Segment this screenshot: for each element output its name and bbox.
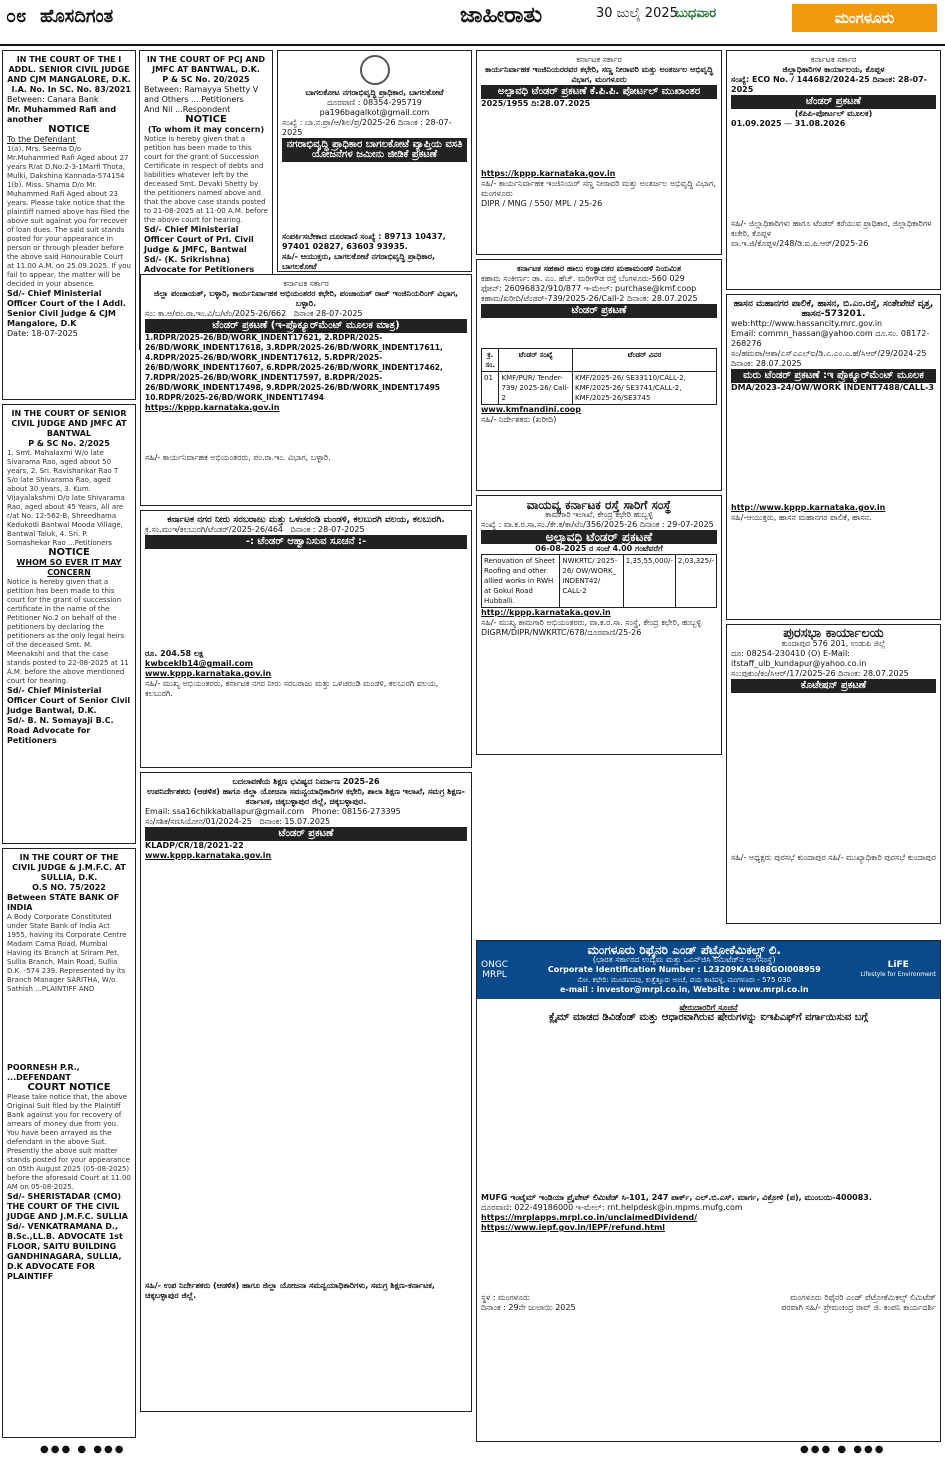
print-registration-marks: ●●● ● ●●● (40, 1444, 126, 1455)
gov-label: ಕರ್ನಾಟಕ ಸರ್ಕಾರ (810, 55, 857, 64)
kundapur-purasabha-notice (726, 624, 941, 924)
ad-heading: -: ಟೆಂಡರ್ ಆಹ್ವಾನಿಸುವ ಸೂಚನೆ :- (145, 535, 467, 549)
ad-signature: ಸಹಿ/- ಅಧ್ಯಕ್ಷರು ಪುರಸಭೆ ಕುಂದಾಪುರ (731, 853, 826, 862)
notice-title: NOTICE (185, 114, 227, 125)
ref-number: ಸಂಖ್ಯೆ: ECO No. / 144682/2024-25 ದಿನಾಂಕ: 28-07-2025 (731, 75, 927, 94)
ad-heading: ಅಲ್ಪಾವಧಿ ಟೆಂಡರ್ ಪ್ರಕಟಣೆ (481, 530, 717, 544)
contact-email: e-mail : investor@mrpl.co.in, Website : www.mrpl.co.in (559, 985, 809, 994)
ad-signature: ಸಹಿ/- ಮುಖ್ಯ ಕಾಮಗಾರಿ ಅಭಿಯಂತರರು, ವಾ.ಕ.ರ.ಸಾ. ಸಂಸ್ಥೆ, ಕೇಂದ್ರ ಕಛೇರಿ, ಹುಬ್ಬಳ್ಳಿ (481, 618, 702, 627)
portal-link[interactable]: www.kppp.karnataka.gov.in (145, 851, 272, 860)
edition-city: ಮಂಗಳೂರು (792, 4, 937, 32)
mrpl-logo-icon: MRPL (482, 970, 507, 980)
ad-email: pa196bagalkot@gmail.com (319, 108, 430, 117)
table-cell: 1,35,55,000/- (623, 555, 675, 608)
column-3-top (277, 50, 472, 276)
ad-title: ಉಪನಿರ್ದೇಶಕರು (ಆಡಳಿತ) ಹಾಗೂ ಜಿಲ್ಲಾ ಯೋಜನಾ ಸಮನ್ವಯಾಧಿಕಾರಿಗಳ ಕಛೇರಿ, ಶಾಲಾ ಶಿಕ್ಷಣ ಇಲಾಖೆ, ಸಮಗ್ರ ಶಿಕ್ಷಣ-ಕರ್ನಾಟಕ, ಚಿಕ್ಕಬಳ್ಳಾಪುರ ಜಿಲ್ಲೆ, ಚಿಕ್ಕಬಳ್ಳಾಪುರ. (147, 787, 465, 806)
court-notice-bantwal (2, 404, 136, 844)
advocate-signature: Sd/- B. N. Somayaji B.C. Road Advocate for Petitioners (7, 716, 114, 745)
notice-signature: Sd/- Chief Ministerial Officer Court of Senior Civil Judge Bantwal, D.K. (7, 686, 131, 715)
unclaimed-dividend-link[interactable]: https://mrplapps.mrpl.co.in/unclaimedDividend/ (481, 1213, 698, 1222)
ad-heading: ಟೆಂಡರ್ ಪ್ರಕಟಣೆ (731, 95, 936, 109)
ad-heading: ಮರು ಟೆಂಡರ್ ಪ್ರಕಟಣೆ :ಇ ಪ್ರೊಕ್ಯೂರ್‌ಮೆಂಟ್ ಮೂಲಕ (731, 369, 936, 383)
notice-date: Date: 18-07-2025 (7, 329, 78, 338)
table-cell: KMF/PUR/ Tender-739/ 2025-26/ Call-2 (499, 372, 573, 405)
respondent: And Nil ...Respondent (144, 105, 231, 114)
ad-title: ಬಾಗಲಕೋಟ ನಗರಾಭಿವೃದ್ಧಿ ಪ್ರಾಧಿಕಾರ, ಬಾಗಲಕೋಟೆ (305, 88, 444, 97)
court-name: IN THE COURT OF THE CIVIL JUDGE & J.M.F.C. AT SULLIA, D.K. (12, 853, 126, 882)
cin-number: Corporate Identification Number : L23209KA1988GOI008959 (547, 965, 821, 974)
defendant: POORNESH P.R., ...DEFENDANT (7, 1063, 80, 1082)
notice-signature: Sd/- Chief Ministerial Officer Court of the I Addl. Senior Civil Judge & CJM Mangalore, D.K (7, 289, 126, 328)
ad-subtitle: (ಭಾರತ ಸರ್ಕಾರದ ಉದ್ಯಮ ಮತ್ತು ಒಎನ್‌ಜಿಸಿ ಲಿಮಿಟೆಡ್‌ನ ಅಂಗಸಂಸ್ಥೆ) (592, 955, 776, 964)
portal-link[interactable]: www.kmfnandini.coop (481, 405, 582, 414)
page-header (0, 0, 945, 46)
ad-signature: ಸಹಿ/- ಮುಖ್ಯಾಧಿಕಾರಿ ಪುರಸಭೆ ಕುಂದಾಪುರ (828, 853, 936, 862)
ad-title: ಕರ್ನಾಟಕ ಸಹಕಾರ ಹಾಲು ಉತ್ಪಾದಕರ ಮಹಾಮಂಡಳಿ ನಿಯಮಿತ (517, 264, 681, 273)
table-row (482, 372, 717, 405)
ad-subtitle: ಕಾಮಗಾರಿ ಇಲಾಖೆ, ಕೇಂದ್ರ ಕಛೇರಿ ಹುಬ್ಬಳ್ಳಿ (545, 510, 653, 519)
notice-to: WHOM SO EVER IT MAY CONCERN (16, 558, 122, 577)
mrpl-header (477, 941, 940, 999)
ref-number: ಕ್ರ.ಸಂ.ಮುಇ/ಕಲಬುರಗಿ/ಟೆಂಡರ್/2025-26/464 (145, 525, 284, 534)
ad-signature: ಸಹಿ/- ಜಿಲ್ಲಾಧಿಕಾರಿಗಳು ಹಾಗೂ ಟೆಂಡರ್ ಕರೆಯುವ ಪ್ರಾಧಿಕಾರ, ಜಿಲ್ಲಾಧಿಕಾರಿಗಳ ಕಚೇರಿ, ಕೊಪ್ಪಳ (731, 219, 932, 238)
case-number: P & SC No. 2/2025 (28, 439, 110, 448)
ad-phone: ದೂರವಾಣಿ : 08354-295719 (327, 98, 422, 107)
ad-signature: ಮಂಗಳೂರು ರಿಫೈನರಿ ಎಂಡ್ ಪೆಟ್ರೋಕೆಮಿಕಲ್ಸ್ ಲಿಮಿಟೆಡ್ ಪರವಾಗಿ ಸಹಿ/- ಪ್ರೇಮಚಂದ್ರ ರಾವ್ ಜಿ. ಕಂಪನಿ ಕಾರ್ಯದರ್ಶಿ (781, 1293, 936, 1312)
defendant: Mr. Muhammed Rafi and another (7, 105, 117, 124)
ref-date: ದಿನಾಂಕ: 28.07.2025 (626, 294, 698, 303)
ad-heading: ಟೆಂಡರ್ ಪ್ರಕಟಣೆ (ಇ-ಪ್ರೊಕ್ಯೂರ್‌ಮೆಂಟ್ ಮೂಲಕ ಮಾತ್ರ) (145, 319, 467, 333)
ref-number: ಸಂ: ಕಾ.ಅ/ಪಂ.ರಾ.ಇಂ.ವಿ/ಬ/ಟೆಂ/2025-26/662 (145, 309, 287, 318)
dipr-code: DIGRM/DIPR/NWKRTC/678/ದೂರವಾಣಿ/25-26 (481, 628, 642, 637)
ad-heading: ಟೆಂಡರ್ ಪ್ರಕಟಣೆ (481, 304, 717, 318)
tender-table (481, 348, 717, 405)
nwkrtc-tender (476, 495, 722, 755)
table-cell: Renovation of Sheet Roofing and other allied works in RWH at Gokul Road Hubballi. (482, 555, 560, 608)
ad-signature: ಸಹಿ/-ಆಯುಕ್ತರು, ಹಾಸನ ಮಹಾನಗರ ಪಾಲಿಕೆ, ಹಾಸನ. (731, 513, 872, 522)
ref-number: ಸಂ/ಹಮಪಾ/ಆಶಾ/ಎಸ್ಎಎಲ್ಐ/ಡಿ.ಎ.ಎಂ.ಎ.ಹೆ/ಸಿಆರ್/29/2024-25 (731, 349, 927, 358)
ref-number: ಸಂಖ್ಯೆ : ವಾ.ಕ.ರ.ಸಾ.ಸಂ./ಕೇ.ಕ/ಕಾ/ಟೆಂ/356/2025-26 (481, 520, 638, 529)
section-title: ಜಾಹೀರಾತು (460, 3, 543, 28)
kmf-tender (476, 259, 722, 491)
ad-heading: ಟೆಂಡರ್ ಪ್ರಕಟಣೆ (145, 827, 467, 841)
ballari-zp-tender (140, 274, 472, 506)
column-5 (726, 50, 941, 928)
court-name: IN THE COURT OF THE I ADDL. SENIOR CIVIL JUDGE AND CJM MANGALORE, D.K. (7, 55, 131, 84)
rta-address: MUFG ಇಂಟೈಮ್ ಇಂಡಿಯಾ ಪ್ರೈವೇಟ್ ಲಿಮಿಟೆಡ್ ಸಿ-101, 247 ಪಾರ್ಕ್, ಎಲ್.ಬಿ.ಎಸ್. ಮಾರ್ಗ, ವಿಕ್ರೋಳಿ (ಪ), ಮುಂಬಯಿ-400083. (481, 1193, 872, 1202)
court-name: IN THE COURT OF SENIOR CIVIL JUDGE AND JMFC AT BANTWAL (11, 409, 127, 438)
ad-address: ಕಹಾಮ ಸಂಕೀರ್ಣ: ಡಾ. ಎಂ. ಹೆಚ್. ಮರೀಗೌಡ ರಸ್ತೆ ಬೆಂಗಳೂರು-560 029 (481, 274, 685, 283)
page-number: ೦೮ (6, 6, 27, 27)
deadline: 06-08-2025 ರ ಸಂಜೆ 4.00 ಗಂಟೆವರೆಗೆ (535, 544, 663, 553)
contact-numbers: ಸಂಪರ್ಕಿಸಬೇಕಾದ ದೂರವಾಣಿ ಸಂಖ್ಯೆ : 89713 10437, 97401 02827, 63603 93935. (282, 232, 446, 251)
notice-title: ಷೇರುದಾರರಿಗೆ ಸೂಚನೆ (679, 1003, 738, 1012)
ad-signature: ಸಹಿ/- ಆಯುಕ್ತರು, ಬಾಗಲಕೋಟೆ ನಗರಾಭಿವೃದ್ಧಿ ಪ್ರಾಧಿಕಾರ, ಬಾಗಲಕೋಟೆ (282, 252, 436, 271)
ref-date: ದಿನಾಂಕ : 28-07-2025 (290, 525, 365, 534)
ref-date: ದಿನಾಂಕ : 29-07-2025 (639, 520, 714, 529)
ad-signature: ಸಹಿ/- ಕಾರ್ಯನಿರ್ವಾಹಕ ಅಭಿಯಂತರರು, ಪಂ.ರಾ.ಇಂ. ವಿಭಾಗ, ಬಳ್ಳಾರಿ. (145, 453, 331, 462)
ad-heading: ಅಲ್ಪಾವಧಿ ಟೆಂಡರ್ ಪ್ರಕಟಣೆ ಕೆ.ಪಿ.ಪಿ. ಪೋರ್ಟಲ್ ಮುಖಾಂತರ (481, 85, 717, 99)
plaintiff: Between STATE BANK OF INDIA (7, 893, 120, 912)
portal-link[interactable]: http://kppp.karnataka.gov.in (481, 608, 611, 617)
hassan-mc-tender (726, 294, 941, 620)
bagalkot-uda-notice (277, 50, 472, 272)
end-date: 31.08.2026 (794, 119, 846, 128)
ref-number: ಸಂ:ಪುಕುಂ/ಕಂ/ಸಿಆರ್/17/2025-26 (731, 669, 836, 678)
ref-date: ದಿನಾಂಕ 28-07-2025 (293, 309, 363, 318)
indent-number: DMA/2023-24/OW/WORK INDENT7488/CALL-3 (731, 383, 934, 392)
koppal-dc-tender: ಕರ್ನಾಟಕ ಸರ್ಕಾರ ಜಿಲ್ಲಾಧಿಕಾರಿಗಳ ಕಾರ್ಯಾಲಯ, ಕೊಪ್ಪಳ ಸಂಖ್ಯೆ: ECO No. / 144682/2024-25 ದಿನಾಂಕ: 28-07-2025 ಟೆಂಡರ್ ಪ್ರಕಟಣೆ (ಕೆಪಿಪಿ-ಪೋರ್ಟಲ್ ಮೂಲಕ) 01.09.2025 — 31.08.2026 ಸಹಿ/- ಜಿಲ್ಲಾಧಿಕಾರಿಗಳು ಹಾಗೂ ಟೆಂಡರ್ ಕರೆಯುವ ಪ್ರಾಧಿಕಾರ, ಜಿಲ್ಲಾಧಿಕಾರಿಗಳ ಕಚೇರಿ, ಕೊಪ್ಪಳ ವಾ.ಇ.ಜಿ/ಕೊಪ್ಪಳ/248/ಡಿ.ಐ.ಪಿ.ಆರ್/2025-26 (726, 50, 941, 290)
mrpl-notice (476, 940, 941, 1442)
ref-code: KLADP/CR/18/2021-22 (145, 841, 244, 850)
contact-phone: ದೂ.ಸಂ. 08172-268276 (731, 329, 930, 348)
minor-irrigation-tender (476, 50, 722, 255)
advocate-signature: Sd/- VENKATRAMANA D., B.Sc.,LL.B. ADVOCATE 1st FLOOR, SAITU BUILDING GANDHINAGARA, SULLIA, D.K ADVOCATE FOR PLAINTIFF (7, 1222, 123, 1281)
notice-body: Notice is hereby given that a petition has been made to this court for the grant of Succession Certificate in respect of debts and liabilities whatever left by the deceased Smt. Devaki Shetty by the petitioners named above and that the above case stands posted to 21-08-2025 at 11-00 A.M. before the above court for hearing. (144, 135, 268, 224)
ad-title: ವಾಯವ್ಯ ಕರ್ನಾಟಕ ರಸ್ತೆ ಸಾರಿಗೆ ಸಂಸ್ಥೆ (526, 498, 672, 512)
ref-date: ದಿನಾಂಕ: 28.07.2025 (731, 359, 802, 368)
ad-title: ಪುರಸಭಾ ಕಾರ್ಯಾಲಯ (783, 626, 884, 641)
table-cell: 01 (482, 372, 499, 405)
table-header: ಟೆಂಡರ್ ವಿವರ (573, 349, 717, 372)
ad-heading: ಕೊಟೇಷನ್ ಪ್ರಕಟಣೆ (731, 679, 936, 693)
court-name: IN THE COURT OF PCJ AND JMFC AT BANTWAL, D.K. (146, 55, 266, 74)
notice-title: COURT NOTICE (27, 1082, 111, 1093)
tender-table (481, 554, 717, 608)
ad-tagline: ಬದಲಾವಣೆಯ ಶಿಕ್ಷಣ ಭವಿಷ್ಯದ ನಿರ್ಮಾಣ 2025-26 (232, 777, 380, 786)
column-3-main (140, 270, 472, 1416)
ad-signature: ಸಹಿ/- ಮುಖ್ಯ ಅಭಿಯಂತರರು, ಕರ್ನಾಟಕ ನಗರ ನೀರು ಸರಬರಾಜು ಮತ್ತು ಒಳಚರಂಡಿ ಮಂಡಳಿ, ಕಲಬುರಗಿ ವಲಯ, ಕಲಬುರಗಿ. (145, 679, 439, 698)
ad-subtitle: ಕುಂದಾಪುರ 576 201, ಉಡುಪಿ ಜಿಲ್ಲೆ (781, 639, 886, 648)
petitioners: 1. Smt. Mahalaxmi W/o late Sivarama Rao, aged about 50 years, 2. Sri. Ravishankar Rao T S/o late Shivarama Rao, aged about 30 years, 3. Kum. Vijayalakshmi D/o late Shivarama Rao, aged about 45 Years, All are r/at No. 12-562-B, Shreedhama Kedukodi Bantwal Mooda Village, Bantwal Taluk, 4. Sri. P. Somashekar Rao ...Petitioners (7, 449, 125, 547)
print-registration-marks: ●●● ● ●●● (800, 1444, 886, 1455)
issue-date: 30 ಜುಲೈ 2025 (596, 6, 678, 21)
table-cell: 2,03,325/- (675, 555, 716, 608)
notice-signature: Sd/- Chief Ministerial Officer Court of Prl. Civil Judge & JMFC, Bantwal (144, 225, 254, 254)
table-cell: NWKRTC/ 2025-26/ OW/WORK_ INDENT42/ CALL-2 (560, 555, 623, 608)
contact-email: Email: commn_hassan@yahoo.com (731, 329, 873, 338)
notice-signature: Sd/- SHERISTADAR (CMO) THE COURT OF THE CIVIL JUDGE AND J.M.F.C. SULLIA (7, 1192, 128, 1221)
ad-address: ನೋ. ಕಛೇರಿ: ಮೂಡಪದವು, ಕುತ್ತೆತ್ತೂರು ಅಂಚೆ, ವಯ ಕಾಟಿಪಳ್ಳ, ಮಂಗಳೂರು - 575 030 (577, 976, 791, 984)
ad-heading: ನಗರಾಭಿವೃದ್ಧಿ ಪ್ರಾಧಿಕಾರ ಬಾಗಲಕೋಟೆ ವ್ಯಾಪ್ತಿಯ ವಸತಿ ಯೋಜನೆಗಳ ಜಮೀನು ಜೀಡಿಕೆ ಪ್ರಕಟಣೆ (282, 138, 467, 162)
contact-phone: Phone: 08156-273395 (311, 807, 401, 816)
notice-date: ದಿನಾಂಕ : 29ನೇ ಜುಲಾಯಿ 2025 (481, 1303, 576, 1312)
gov-label: ಕರ್ನಾಟಕ ಸರ್ಕಾರ (283, 279, 329, 288)
start-date: 01.09.2025 (731, 119, 782, 128)
ad-title: ಜಿಲ್ಲಾ ಪಂಚಾಯತ್, ಬಳ್ಳಾರಿ, ಕಾರ್ಯನಿರ್ವಾಹಕ ಅಭಿಯಂತರರ ಕಛೇರಿ, ಪಂಚಾಯತ್ ರಾಜ್ ಇಂಜಿನಿಯರಿಂಗ್ ವಿಭಾಗ, ಬಳ್ಳಾರಿ. (153, 289, 459, 308)
ad-title: ಹಾಸನ ಮಹಾನಗರ ಪಾಲಿಕೆ, ಹಾಸನ, ಬಿ.ಎಂ.ರಸ್ತೆ, ಸಂತೇಪೇಟೆ ವೃತ್ತ, ಹಾಸನ-573201. (733, 299, 934, 319)
samagra-shikshana-tender (140, 772, 472, 1412)
court-notice-sullia: IN THE COURT OF THE CIVIL JUDGE & J.M.F.C. AT SULLIA, D.K. O.S NO. 75/2022 Between STATE BANK OF INDIA A Body Corporate Constituted under State Bank of India Act 1955, having its Corporate Centre Madam Cama Road, Mumbai Having its Branch at Sriram Pet, Sullia Branch, Main Road, Sullia D.K. -574 239. Represented by its Branch Manager SARITHA, W/o. Sathish ...PLAINTIFF AND POORNESH P.R., ...DEFENDANT COURT NOTICE Please take notice that, the above Original Suit filed by the Plaintiff Bank against you for recovery of arrears of money due from you. You have been arrayed as the defendant in the above Suit. Presently the above suit matter stands posted for your appearance on 05th August 2025 (05-08-2025) before the aforesaid Court at 11.00 AM on 05-08-2025. Sd/- SHERISTADAR (CMO) THE COURT OF THE CIVIL JUDGE AND J.M.F.C. SULLIA Sd/- VENKATRAMANA D., B.Sc.,LL.B. ADVOCATE 1st FLOOR, SAITU BUILDING GANDHINAGARA, SULLIA, D.K ADVOCATE FOR PLAINTIFF (2, 848, 136, 1438)
portal-link[interactable]: http://www.kppp.karnataka.gov.in (731, 503, 886, 512)
table-row (482, 555, 717, 608)
case-number: P & SC No. 20/2025 (162, 75, 250, 84)
ad-title: ಕರ್ನಾಟಕ ನಗರ ನೀರು ಸರಬರಾಜು ಮತ್ತು ಒಳಚರಂಡಿ ಮಂಡಳಿ, ಕಲಬುರಗಿ ವಲಯ, ಕಲಬುರಗಿ. (167, 515, 445, 525)
table-cell: KMF/2025-26/ SE33110/CALL-2, KMF/2025-26/ SE3741/CALL-2, KMF/2025-26/SE3745 (573, 372, 717, 405)
rta-contact: ದೂರವಾಣಿ: 022-49186000 ಇ-ಮೇಲ್: rnt.helpdesk@in.mpms.mufg.com (481, 1203, 743, 1212)
ad-subheading: (ಕೆಪಿಪಿ-ಪೋರ್ಟಲ್ ಮೂಲಕ) (794, 109, 873, 118)
ref-date: ದಿನಾಂಕ: 28.07.2025 (838, 669, 909, 678)
table-header: ಟೆಂಡರ್ ಸಂಖ್ಯೆ (499, 349, 573, 372)
life-tagline: Lifestyle for Environment (860, 971, 936, 978)
tender-amount: ರೂ. 204.58 ಲಕ್ಷ (145, 649, 204, 658)
life-logo-icon: LiFE (887, 960, 909, 970)
notice-place: ಸ್ಥಳ : ಮಂಗಳೂರು (481, 1293, 530, 1302)
portal-link[interactable]: https://kppp.karnataka.gov.in (145, 403, 280, 412)
kuwsdb-tender (140, 510, 472, 768)
website[interactable]: web:http://www.hassancity.mrc.gov.in (731, 319, 883, 328)
contact-email[interactable]: kwbceklb14@gmail.com (145, 659, 254, 668)
notice-heading: ಕ್ಲೈಮ್ ಮಾಡದ ಡಿವಿಡೆಂಡ್ ಮತ್ತು ಆಧಾರವಾಗಿರುವ ಷೇರುಗಳನ್ನು ಐಇಪಿಎಫ್‌ಗೆ ವರ್ಗಾಯಿಸುವ ಬಗ್ಗೆ (549, 1012, 868, 1023)
ref-number: ಸಂ/ಸಶಿಕ/ಸಣಸಿಯೋನ/01/2024-25 (145, 817, 252, 826)
portal-link[interactable]: https://kppp.karnataka.gov.in (481, 169, 616, 178)
ad-signature: ಸಹಿ/- ಉಪ ನಿರ್ದೇಶಕರು (ಆಡಳಿತ) ಹಾಗೂ ಜಿಲ್ಲಾ ಯೋಜನಾ ಸಮನ್ವಯಾಧಿಕಾರಿಗಳು, ಸಮಗ್ರ ಶಿಕ್ಷಣ-ಕರ್ನಾಟಕ, ಚಿಕ್ಕಬಳ್ಳಾಪುರ ಜಿಲ್ಲೆ. (145, 1281, 435, 1300)
contact-info: ದೂ: 08254-230410 (O) E-Mail: itstaff_ulb_kundapur@yahoo.co.in (731, 649, 867, 668)
notice-body: Notice is hereby given that a petition has been made to this court for the grant of succession certificate in the name of the Petitioner No.2 on behalf of the petitioners by declaring the petitioners as the only legal heirs of the deceased Smt. M. Meenakshi and that the case stands posted to 22-08-2025 at 11 A.M. before the above mentioned court for hearing. (7, 578, 129, 685)
contact-email: Email: ssa16chikkaballapur@gmail.com (145, 807, 305, 816)
issue-day: ಬುಧವಾರ (675, 6, 717, 21)
ref-date: ದಿನಾಂಕ : 28-07-2025 (282, 118, 452, 137)
ref-number: ಸಂಖ್ಯೆ : ಬಾ.ನ.ಪ್ರಾ/ಆ/ಶಿಲ/ಪ್ರ/2025-26 (282, 118, 396, 127)
notice-title: NOTICE (48, 124, 90, 135)
contact-phone: ಫೋನ್: 26096832/910/877 (481, 284, 582, 293)
dipr-code: ವಾ.ಇ.ಜಿ/ಕೊಪ್ಪಳ/248/ಡಿ.ಐ.ಪಿ.ಆರ್/2025-26 (731, 239, 869, 248)
ref-number: 2025/1955 ದಿ:28.07.2025 (481, 99, 591, 108)
portal-link[interactable]: www.kppp.karnataka.gov.in (145, 669, 272, 678)
case-number: O.S NO. 75/2022 (32, 883, 106, 892)
ad-title: ಜಿಲ್ಲಾಧಿಕಾರಿಗಳ ಕಾರ್ಯಾಲಯ, ಕೊಪ್ಪಳ (782, 65, 885, 74)
ref-date: ದಿನಾಂಕ: 15.07.2025 (259, 817, 331, 826)
iepf-refund-link[interactable]: https://www.iepf.gov.in/IEPF/refund.html (481, 1223, 666, 1232)
ad-title: ಕಾರ್ಯನಿರ್ವಾಹಕ ಇಂಜಿನಿಯರರವರ ಕಛೇರಿ, ಸಣ್ಣ ನೀರಾವರಿ ಮತ್ತು ಅಂತರ್ಜಲ ಅಭಿವೃದ್ಧಿ ವಿಭಾಗ, ಮಂಗಳೂರು (484, 65, 714, 84)
ad-title: ಮಂಗಳೂರು ರಿಫೈನರಿ ಎಂಡ್ ಪೆಟ್ರೋಕೆಮಿಕಲ್ಸ್ ಲಿ. (587, 943, 781, 957)
column-1 (2, 50, 136, 1442)
indent-list: 1.RDPR/2025-26/BD/WORK_INDENT17621, 2.RDPR/2025-26/BD/WORK_INDENT17618, 3.RDPR/2025-26/BD/WORK_INDENT17611, 4.RDPR/2025-26/BD/WORK_INDENT17612, 5.RDPR/2025-26/BD/WORK_INDENT17607, 6.RDPR/2025-26/BD/WORK_INDENT17462, 7.RDPR/2025-26/BD/WORK_INDENT17597, 8.RDPR/2025-26/BD/WORK_INDENT17498, 9.RDPR/2025-26/BD/WORK_INDENT17495 10.RDPR/2025-26/BD/WORK_INDENT17494 (145, 333, 443, 402)
notice-body: Please take notice that, the above Original Suit filed by the Plaintiff Bank against you for recovery of arrears of money due from you. You have been arrayed as the defendant in the above Suit. Presently the above suit matter stands posted for your appearance on 05th August 2025 (05-08-2025) before the aforesaid Court at 11.00 AM on 05-08-2025. (7, 1093, 131, 1191)
newspaper-logo: ಹೊಸದಿಗಂತ (40, 6, 114, 27)
ad-signature: ಸಹಿ/- ನಿರ್ದೇಶಕರು (ಖರೀದಿ) (481, 415, 557, 424)
column-4 (476, 50, 722, 759)
petitioners: Between: Ramayya Shetty V and Others ... Petitioners (144, 85, 259, 104)
emblem-icon (360, 55, 390, 85)
contact-email: ಇ-ಮೇಲ್: purchase@kmf.coop (583, 284, 697, 293)
dipr-code: DIPR / MNG / 550/ MPL / 25-26 (481, 199, 603, 208)
ad-signature: ಸಹಿ/- ಕಾರ್ಯನಿರ್ವಾಹಕ ಇಂಜಿನಿಯರ್ ಸಣ್ಣ ನೀರಾವರಿ ಮತ್ತು ಅಂತರ್ಜಲ ಅಭಿವೃದ್ಧಿ ವಿಭಾಗ, ಮಂಗಳೂರು (481, 179, 716, 198)
court-notice-mangalore (2, 50, 136, 400)
notice-body: 1(a). Mrs. Seema D/o Mr.Muhammed Rafi Aged about 27 years R/at D.No:2-3-1Marfi Thota, Mulki, Dakshina Kannada-574154 1(b). Miss. Shama D/o Mr. Muhammed Rafi Aged about 23 years. Please take notice that the plaintiff named above has filed the above suit against you for recover of loan dues. The said suit stands posted for your appearance in person or through pleader before the above said Honourable Court at 11.00 A.M. on 25.09.2025. If you fail to appear, the matter will be decided in your absence. (7, 145, 131, 288)
ongc-logo-icon: ONGC (481, 960, 509, 970)
gov-label: ಕರ್ನಾಟಕ ಸರ್ಕಾರ (576, 55, 622, 64)
notice-title: NOTICE (48, 547, 90, 558)
plaintiff: Between: Canara Bank (7, 95, 99, 104)
advocate-signature: Sd/- (K. Srikrishna) Advocate for Petitioners (144, 255, 255, 274)
notice-to: (To whom it may concern) (147, 125, 265, 134)
case-number: I.A. No. In SC. No. 83/2021 (11, 85, 131, 94)
table-header: ಕ್ರ. ಸಂ. (482, 349, 499, 372)
ref-number: ಕಹಾಮ/ಖರೀದಿ/ಟೆಂಡರ್-739/2025-26/Call-2 (481, 294, 625, 303)
notice-to: To the Defendant (7, 135, 76, 144)
